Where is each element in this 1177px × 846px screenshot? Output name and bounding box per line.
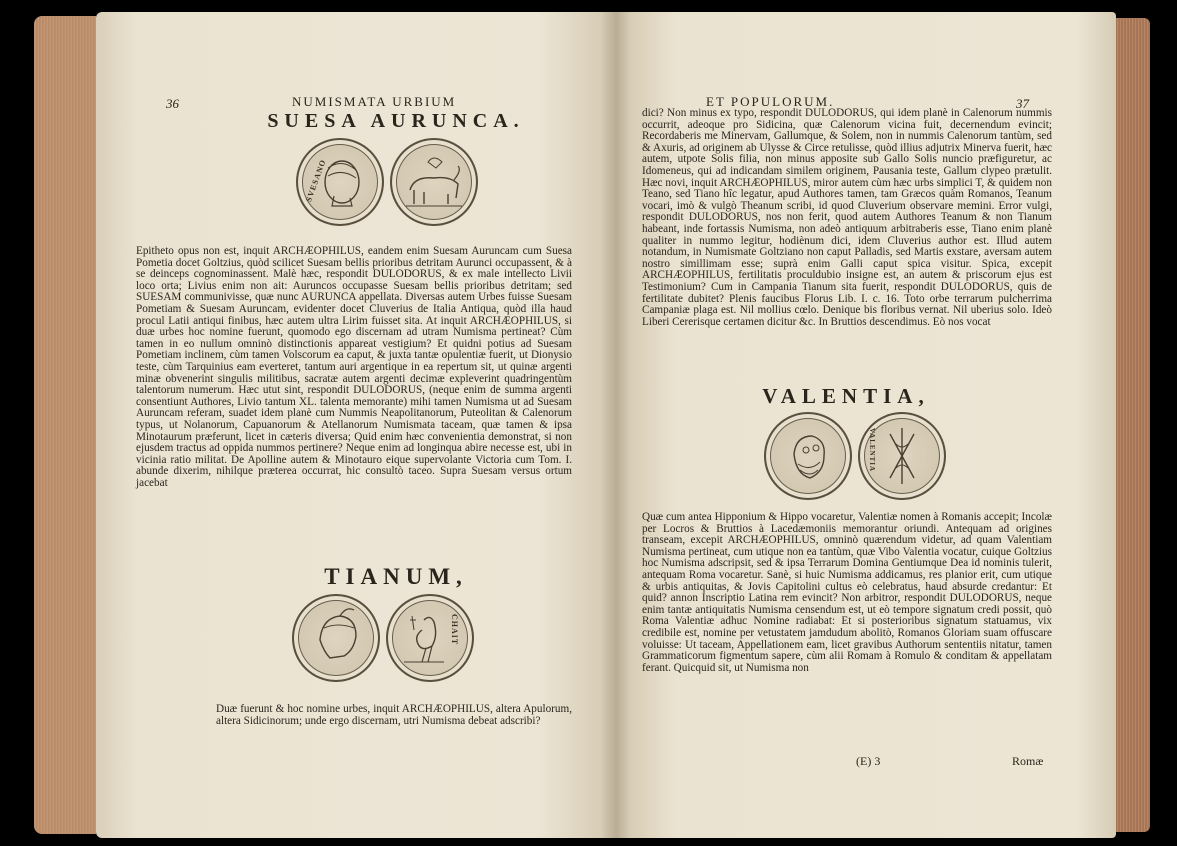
open-book bbox=[34, 12, 1150, 838]
left-running-head: NUMISMATA URBIUM bbox=[292, 94, 457, 109]
right-page-edges bbox=[1116, 18, 1150, 832]
coin-obverse-jupiter bbox=[764, 412, 852, 500]
signature-mark: (E) 3 bbox=[856, 754, 881, 768]
coin-legend-tianum: CHAIT bbox=[450, 614, 459, 646]
section-title-valentia: VALENTIA, bbox=[762, 384, 930, 408]
minotaur-bull-icon bbox=[392, 140, 476, 224]
coin-obverse-pallas bbox=[292, 594, 380, 682]
right-running-head: ET POPULORUM. bbox=[706, 94, 835, 109]
coin-pair-suesa bbox=[296, 138, 478, 226]
bearded-head-icon bbox=[766, 414, 850, 498]
coin-reverse-minotaur bbox=[390, 138, 478, 226]
coin-legend-valentia: VALENTIA bbox=[868, 428, 876, 473]
left-page-number: 36 bbox=[166, 96, 179, 111]
section-title-suesa: SUESA AURUNCA. bbox=[267, 110, 525, 132]
right-body-text: dici? Non minus ex typo, respondit DULODORUS, qui idem planè in Calenorum nummis occurrit, adeoque pro Sidicina, quæ Calenorum vicina fuit, decernendum evincit; Recordaberis me Minervam, Gallumque, & Solem, non in nummis Calenorum tantùm, sed & Axuris, ad originem ab Ulysse & Circe retulisse, quòd illius adjutrix Minerva fuerit, hæc autem, utpote Solis filia, non minus apposite sub Gallo Solis nuncio præfiguretur, ac Idomeneus, qui ad indicandam similem originem, Pausania teste, Gallum clypeo prætulit. Hæc novi, inquit ARCHÆOPHILUS, miror autem cùm hæc urbs simplici T, & quidem non Teano, sed Tiano hîc legatur, apud Authores tamen, tam Græcos quàm Romanos, Teanum vocari, imò & vulgò Theanum scribi, id quod Cluverium observare memini. Error vulgi, respondit DULODORUS, nos non ferit, quod autem Authores Teanum & non Tianum habeant, inde fortassis Numisma, non adeò antiquum arbitraberis esse, Tiano enim planè qualiter in nummo legitur, hodiènum dici, idem Cluverius author est. Illud autem notandum, in Numismate Goltziano non caput Palladis, sed Martis exstare, aversam autem nostro simillimam esse; suprà enim Galli caput spica visitur. Spica, excepit ARCHÆOPHILUS, fertilitatis proculdubio insigne est, an autem & priscorum ejus est Testimonium? Cum in Campania Tianum sita fuerit, respondit DULODORUS, quis de fertilitate dubitet? Plenis faucibus Florus Lib. I. c. 16. Toto orbe terrarum pulcherrima Campaniæ plaga est. Nil mollius cœlo. Denique bis floribus vernat. Nil uberius solo. Ideò Liberi Cererisque certamen dicitur &c. In Bruttios descendimus. Eò nos vocat bbox=[642, 107, 1052, 328]
right-body-text-2: Quæ cum antea Hipponium & Hippo vocaretur, Valentiæ nomen à Romanis accepit; Incolæ per Locros & Bruttios à Lacedæmoniis memorantur oriundi. Antequam ad origines transeam, excepit ARCHÆOPHILUS, omninò quærendum videtur, ad quam Valentiam Numisma pertineat, cum utique non ea tantùm, quæ Vibo Valentia vocatur, cuique Goltzius hoc Numisma adscripsit, sed & ipsa Terrarum Domina Gentiumque Dea id nominis tulerit, antequam Roma vocaretur. Sanè, si huic Numisma addicamus, res planior erit, cum utique & urbis antiquitas, & Jovis Capitolini cultus eò celebratus, haud absurde credantur: Et quid? annon Inscriptio Latina rem evincit? Non arbitror, respondit DULODORUS, neque enim tantæ antiquitatis Numisma censendum est, ut eò tempore signatum credi possit, quò Roma Valentiæ adhuc Nomine radiabat: Et si posterioribus signatum statuamus, vix credibile est, nomine per vetustatem jamdudum abolitò, Romanos Gloriam suam offuscare voluisse: Ut taceam, Appellationem eam, licet gravibus Authorum sententiis nitatur, tamen Grammaticorum figmentum sapere, cùm alii Romam à Romulo & conditam & appellatam ferant. Quicquid sit, ut Numisma non bbox=[642, 511, 1052, 674]
coin-reverse-cock bbox=[386, 594, 474, 682]
catchword: Romæ bbox=[1012, 754, 1044, 768]
coin-obverse-apollo bbox=[296, 138, 384, 226]
left-body-text-2: Duæ fuerunt & hoc nomine urbes, inquit ARCHÆOPHILUS, altera Apulorum, altera Sidicinorum; unde ergo discernam, utri Numisma debeat adscribi? bbox=[216, 703, 572, 727]
coin-pair-tianum bbox=[292, 594, 474, 682]
section-title-tianum: TIANUM, bbox=[324, 564, 468, 589]
coin-pair-valentia bbox=[764, 412, 946, 500]
cock-icon bbox=[388, 596, 472, 680]
left-body-text: Epitheto opus non est, inquit ARCHÆOPHILUS, eandem enim Suesam Auruncam cum Suesa Pometia docet Goltzius, quòd scilicet Suesam bellis prioribus detritam Aurunci occupassent, & à se deinceps cognominassent. Malè hæc, respondit DULODORUS, & ex male intellecto Livii loco orta; Livius enim non ait: Auruncos occupasse Suesam bellis prioribus detritam; sed SUESAM communivisse, quæ nunc AURUNCA appellata. Diversas autem Urbes fuisse Suesam Pometiam & Suesam Auruncam, evidenter docet Cluverius de Italia Antiqua, quòd illa haud procul Latii antiqui finibus, hæc autem ultra Lirim fuisset sita. At inquit ARCHÆOPHILUS, si duæ urbes hoc nomine fuerunt, quomodo ego discernam ad utram Numisma pertineat? Cùm tamen in eo nullum omninò distinctionis appareat vestigium? Et quidni potius ad Suesam Pometiam inclinem, cùm tamen Volscorum ea caput, & juxta tantæ opulentiæ fuerit, ut Dionysio teste, cùm Tarquinius eam everteret, tantum auri argentique in ea repertum sit, ut quinæ argenti minæ obvenerint singulis militibus, sacratæ autem argenti decimæ expleverint quadringentùm talentorum numerum. Hæc utut sint, respondit DULODORUS, (neque enim de summa argenti consentiunt Authores, Livio tantum XL. talenta memorante) mihi tamen Numisma ut ad Suesam Auruncam referam, suadet idem planè cum Nummis Neapolitanorum, Puteolitan & Calenorum typus, ut Nolanorum, Capuanorum & Atellanorum Numismata taceam, quæ tamen & ipsa Minotaurum præferunt, licet in cæteris diversa; Quid enim hæc convenientia demonstrat, si non ejusdem tractus ad oppida nummos pertinere? Neque enim ad longinqua abire necesse est, ubi in vicinia ratio militat. De Apolline autem & Minotauro eique supervolante Victoria cum Tom. I. abunde dixerim, nihilque præterea occurrat, hic consultò taceo. Supra Suesam versus ortum jacebat bbox=[136, 245, 572, 489]
helmeted-head-icon bbox=[294, 596, 378, 680]
right-page bbox=[616, 12, 1116, 838]
coin-legend-suesa: SVESANO bbox=[304, 157, 328, 204]
right-page-number: 37 bbox=[1016, 96, 1029, 111]
coin-reverse-thunderbolt bbox=[858, 412, 946, 500]
left-page bbox=[96, 12, 616, 838]
left-page-edges bbox=[34, 16, 96, 834]
